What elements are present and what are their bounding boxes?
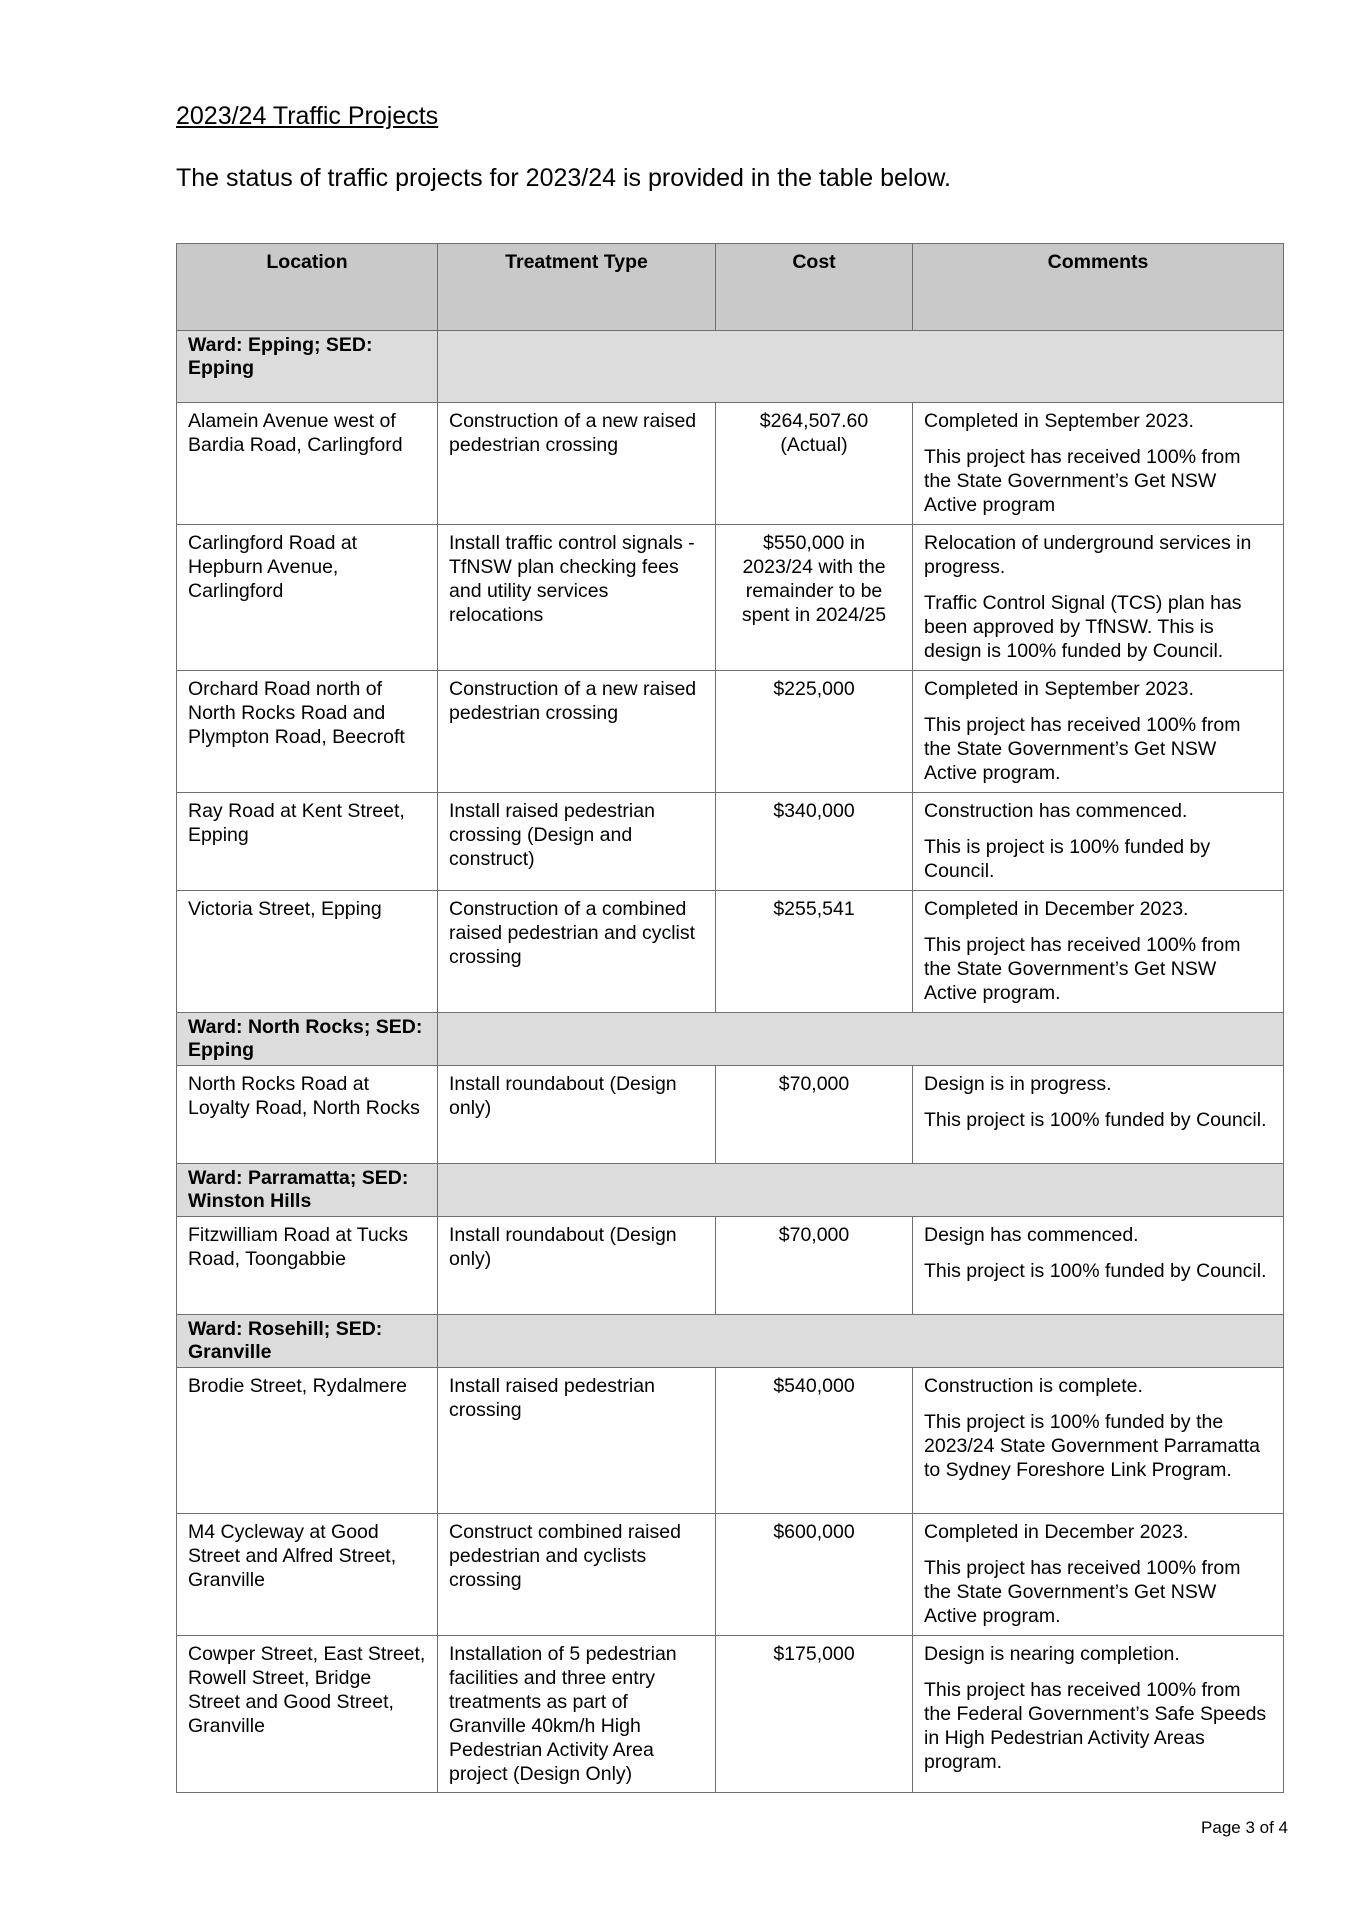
table-row	[177, 525, 1284, 671]
cost-cell: $600,000	[716, 1514, 913, 1636]
cost-cell: $264,507.60 (Actual)	[716, 403, 913, 525]
comments-cell	[913, 1217, 1284, 1315]
treatment-cell: Install traffic control signals - TfNSW plan checking fees and utility services relocations	[438, 525, 716, 671]
header-comments: Comments	[913, 244, 1284, 331]
comments-cell	[913, 1368, 1284, 1514]
comment-line: Traffic Control Signal (TCS) plan has been approved by TfNSW. This is design is 100% funded by Council.	[924, 592, 1242, 662]
comment-line: Completed in September 2023.	[924, 678, 1194, 700]
table-row	[177, 793, 1284, 891]
table-row	[177, 1217, 1284, 1315]
comment-line: This project has received 100% from the State Government’s Get NSW Active program.	[924, 714, 1241, 784]
cost-cell: $225,000	[716, 671, 913, 793]
ward-row	[177, 331, 1284, 403]
table-row	[177, 671, 1284, 793]
intro-text: The status of traffic projects for 2023/24 is provided in the table below.	[176, 164, 951, 192]
comment-line: Relocation of underground services in progress.	[924, 532, 1252, 578]
cost-cell: $540,000	[716, 1368, 913, 1514]
comment-line: This project has received 100% from the State Government’s Get NSW Active program.	[924, 1557, 1241, 1627]
location-cell: Cowper Street, East Street, Rowell Street, Bridge Street and Good Street, Granville	[177, 1636, 438, 1793]
page-number: Page 3 of 4	[1201, 1818, 1288, 1837]
treatment-cell: Construction of a new raised pedestrian crossing	[438, 403, 716, 525]
location-cell: M4 Cycleway at Good Street and Alfred Street, Granville	[177, 1514, 438, 1636]
comments-cell	[913, 1636, 1284, 1793]
comment-line: Construction has commenced.	[924, 800, 1188, 822]
ward-row	[177, 1164, 1284, 1217]
location-cell: Brodie Street, Rydalmere	[177, 1368, 438, 1514]
table-row	[177, 1636, 1284, 1793]
ward-row	[177, 1013, 1284, 1066]
treatment-cell: Install roundabout (Design only)	[438, 1066, 716, 1164]
comment-line: This project is 100% funded by the 2023/24 State Government Parramatta to Sydney Foreshore Link Program.	[924, 1411, 1261, 1481]
comment-line: This project has received 100% from the Federal Government’s Safe Speeds in High Pedestrian Activity Areas program.	[924, 1679, 1267, 1773]
table-row	[177, 891, 1284, 1013]
comment-line: This project is 100% funded by Council.	[924, 1109, 1267, 1131]
comment-line: This project has received 100% from the State Government’s Get NSW Active program.	[924, 934, 1241, 1004]
table-row	[177, 1514, 1284, 1636]
table-row	[177, 1368, 1284, 1514]
location-cell: Orchard Road north of North Rocks Road and Plympton Road, Beecroft	[177, 671, 438, 793]
ward-label: Ward: North Rocks; SED: Epping	[177, 1013, 438, 1066]
comment-line: Completed in December 2023.	[924, 898, 1189, 920]
treatment-cell: Construction of a combined raised pedestrian and cyclist crossing	[438, 891, 716, 1013]
ward-label: Ward: Rosehill; SED: Granville	[177, 1315, 438, 1368]
cost-cell: $70,000	[716, 1066, 913, 1164]
table-row	[177, 1066, 1284, 1164]
comments-cell	[913, 891, 1284, 1013]
table-body	[177, 331, 1284, 1793]
header-treatment-type: Treatment Type	[438, 244, 716, 331]
location-cell: North Rocks Road at Loyalty Road, North Rocks	[177, 1066, 438, 1164]
page-title: 2023/24 Traffic Projects	[176, 102, 439, 130]
treatment-cell: Installation of 5 pedestrian facilities and three entry treatments as part of Granville 40km/h High Pedestrian Activity Area project (Design Only)	[438, 1636, 716, 1793]
location-cell: Fitzwilliam Road at Tucks Road, Toongabbie	[177, 1217, 438, 1315]
treatment-cell: Install raised pedestrian crossing	[438, 1368, 716, 1514]
location-cell: Ray Road at Kent Street, Epping	[177, 793, 438, 891]
cost-cell: $255,541	[716, 891, 913, 1013]
treatment-cell: Construct combined raised pedestrian and cyclists crossing	[438, 1514, 716, 1636]
treatment-cell: Construction of a new raised pedestrian crossing	[438, 671, 716, 793]
ward-fill	[438, 1164, 1284, 1217]
ward-label: Ward: Epping; SED: Epping	[177, 331, 438, 403]
comment-line: Design is in progress.	[924, 1073, 1112, 1095]
cost-cell: $340,000	[716, 793, 913, 891]
comment-line: This is project is 100% funded by Council.	[924, 836, 1211, 882]
table-row	[177, 403, 1284, 525]
header-location: Location	[177, 244, 438, 331]
ward-fill	[438, 1315, 1284, 1368]
comments-cell	[913, 793, 1284, 891]
cost-cell: $70,000	[716, 1217, 913, 1315]
ward-row	[177, 1315, 1284, 1368]
comment-line: Completed in December 2023.	[924, 1521, 1189, 1543]
cost-cell: $175,000	[716, 1636, 913, 1793]
comments-cell	[913, 1066, 1284, 1164]
header-cost: Cost	[716, 244, 913, 331]
treatment-cell: Install raised pedestrian crossing (Design and construct)	[438, 793, 716, 891]
location-cell: Victoria Street, Epping	[177, 891, 438, 1013]
table-header-row	[177, 244, 1284, 331]
comments-cell	[913, 403, 1284, 525]
treatment-cell: Install roundabout (Design only)	[438, 1217, 716, 1315]
comment-line: This project is 100% funded by Council.	[924, 1260, 1267, 1282]
comment-line: Design has commenced.	[924, 1224, 1139, 1246]
comments-cell	[913, 671, 1284, 793]
ward-label: Ward: Parramatta; SED: Winston Hills	[177, 1164, 438, 1217]
comment-line: Design is nearing completion.	[924, 1643, 1180, 1665]
location-cell: Carlingford Road at Hepburn Avenue, Carlingford	[177, 525, 438, 671]
comment-line: Completed in September 2023.	[924, 410, 1194, 432]
ward-fill	[438, 331, 1284, 403]
cost-cell: $550,000 in 2023/24 with the remainder to be spent in 2024/25	[716, 525, 913, 671]
location-cell: Alamein Avenue west of Bardia Road, Carlingford	[177, 403, 438, 525]
comment-line: Construction is complete.	[924, 1375, 1143, 1397]
projects-table	[176, 243, 1284, 1793]
comments-cell	[913, 1514, 1284, 1636]
ward-fill	[438, 1013, 1284, 1066]
comments-cell	[913, 525, 1284, 671]
comment-line: This project has received 100% from the State Government’s Get NSW Active program	[924, 446, 1241, 516]
